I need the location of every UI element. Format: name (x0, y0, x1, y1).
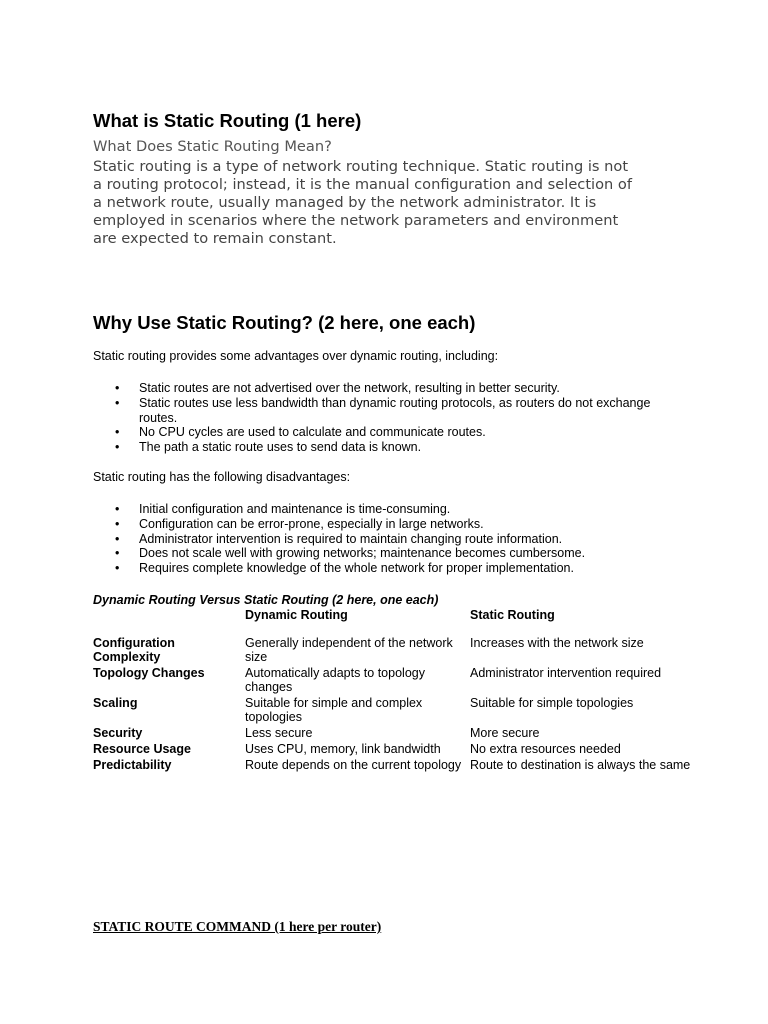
row-label: Predictability (93, 758, 172, 772)
table-row (93, 636, 703, 666)
list-item: • Static routes are not advertised over the network, resulting in better security. (93, 381, 683, 396)
list-item: • Administrator intervention is required to maintain changing route information. (93, 532, 683, 547)
comparison-caption: Dynamic Routing Versus Static Routing (2 here, one each) (93, 593, 439, 607)
subheading-what-does-static-routing-mean: What Does Static Routing Mean? (93, 138, 332, 155)
definition-line: a routing protocol; instead, it is the manual configuration and selection of (93, 176, 632, 193)
dynamic-cell: Suitable for simple and complex topologies (245, 696, 423, 724)
table-row (93, 726, 703, 742)
list-item: • Requires complete knowledge of the whole network for proper implementation. (93, 561, 683, 576)
row-label: Topology Changes (93, 666, 205, 680)
row-label: Security (93, 726, 143, 740)
column-header-static: Static Routing (470, 608, 555, 622)
list-item: • Initial configuration and maintenance is time-consuming. (93, 502, 683, 517)
list-item: • Static routes use less bandwidth than dynamic routing protocols, as routers do not exchange routes. (93, 396, 683, 426)
definition-line: employed in scenarios where the network parameters and environment (93, 212, 619, 229)
table-row (93, 666, 703, 696)
definition-line: Static routing is a type of network routing technique. Static routing is not (93, 158, 629, 175)
table-row (93, 696, 703, 726)
disadvantages-list (93, 502, 683, 576)
list-item: • No CPU cycles are used to calculate and communicate routes. (93, 425, 683, 440)
definition-paragraph (93, 158, 693, 248)
dynamic-cell: Generally independent of the network size (245, 636, 453, 664)
column-header-dynamic: Dynamic Routing (245, 608, 348, 622)
table-row (93, 758, 703, 774)
disadvantages-intro: Static routing has the following disadvantages: (93, 470, 351, 484)
table-header-row (93, 608, 703, 636)
static-cell: More secure (470, 726, 540, 740)
comparison-table (93, 608, 703, 774)
dynamic-cell: Automatically adapts to topology changes (245, 666, 425, 694)
definition-line: are expected to remain constant. (93, 230, 337, 247)
advantages-list (93, 381, 683, 455)
row-label: Scaling (93, 696, 138, 710)
list-item: • Does not scale well with growing networks; maintenance becomes cumbersome. (93, 546, 683, 561)
definition-line: a network route, usually managed by the network administrator. It is (93, 194, 597, 211)
static-cell: No extra resources needed (470, 742, 621, 756)
list-item: • The path a static route uses to send data is known. (93, 440, 683, 455)
static-cell: Increases with the network size (470, 636, 644, 650)
row-label: Resource Usage (93, 742, 191, 756)
heading-why-use-static-routing: Why Use Static Routing? (2 here, one each) (93, 312, 476, 333)
dynamic-cell: Uses CPU, memory, link bandwidth (245, 742, 441, 756)
static-cell: Administrator intervention required (470, 666, 662, 680)
table-header-empty (93, 608, 245, 636)
row-label: Configuration Complexity (93, 636, 175, 664)
table-row (93, 742, 703, 758)
list-item: • Configuration can be error-prone, especially in large networks. (93, 517, 683, 532)
heading-static-route-command: STATIC ROUTE COMMAND (1 here per router) (93, 919, 382, 934)
static-cell: Suitable for simple topologies (470, 696, 634, 710)
dynamic-cell: Less secure (245, 726, 313, 740)
static-cell: Route to destination is always the same (470, 758, 691, 772)
heading-what-is-static-routing: What is Static Routing (1 here) (93, 110, 362, 131)
advantages-intro: Static routing provides some advantages over dynamic routing, including: (93, 349, 499, 363)
dynamic-cell: Route depends on the current topology (245, 758, 462, 772)
